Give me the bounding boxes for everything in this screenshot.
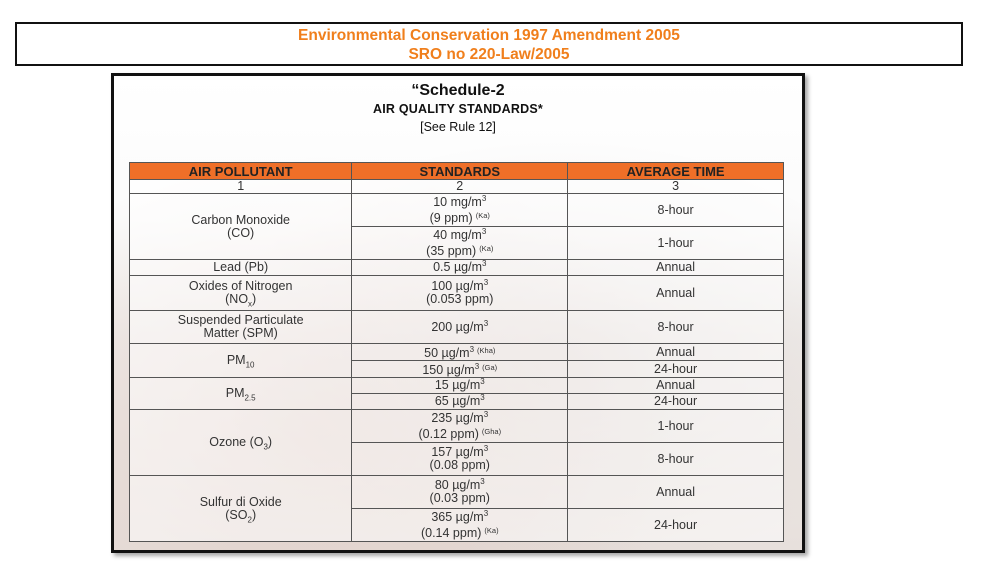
average-time: 1-hour [568, 410, 784, 443]
average-time: 24-hour [568, 509, 784, 542]
banner-title: Environmental Conservation 1997 Amendment 2005 [298, 27, 680, 44]
banner-sro: SRO no 220-Law/2005 [408, 46, 570, 63]
standard-value: 157 $\mu g/m^3$ (0.08 ppm) [352, 443, 568, 476]
header-standards: STANDARDS [352, 163, 568, 180]
table-row [130, 476, 784, 509]
document-banner [15, 22, 963, 66]
pollutant-pm25: $PM_{2.5}$ [130, 378, 352, 410]
column-number-row [130, 180, 784, 194]
col-number-3: 3 [568, 180, 784, 194]
average-time: 8-hour [568, 443, 784, 476]
standard-value: 80 $\mu g/m^3$ (0.03 ppm) [352, 476, 568, 509]
average-time: Annual [568, 276, 784, 311]
air-quality-table [129, 162, 784, 542]
table-row [130, 344, 784, 361]
pollutant-nox: Oxides of Nitrogen $(NO_x)$ [130, 276, 352, 311]
pollutant-spm: Suspended Particulate Matter (SPM) [130, 311, 352, 344]
table-row [130, 311, 784, 344]
header-average-time: AVERAGE TIME [568, 163, 784, 180]
col-number-2: 2 [352, 180, 568, 194]
average-time: 8-hour [568, 194, 784, 227]
standard-value: 40 $mg/m^3$ (35 ppm) $^{(Ka)}$ [352, 227, 568, 260]
average-time: 24-hour [568, 361, 784, 378]
table-row [130, 410, 784, 443]
standard-value: 200 $\mu g/m^3$ [352, 311, 568, 344]
col-number-1: 1 [130, 180, 352, 194]
average-time: Annual [568, 344, 784, 361]
average-time: 1-hour [568, 227, 784, 260]
average-time: Annual [568, 378, 784, 394]
standard-value: 150 $\mu g/m^3$ $^{(Ga)}$ [352, 361, 568, 378]
schedule-subtitle: AIR QUALITY STANDARDS* [373, 102, 543, 116]
schedule-rule-ref: [See Rule 12] [420, 120, 496, 134]
standard-value: 0.5 $\mu g/m^3$ [352, 260, 568, 276]
table-row [130, 194, 784, 227]
average-time: Annual [568, 260, 784, 276]
table-row [130, 378, 784, 394]
pollutant-pm10: $PM_{10}$ [130, 344, 352, 378]
table-row [130, 276, 784, 311]
standard-value: 10 $mg/m^3$ (9 ppm) $^{(Ka)}$ [352, 194, 568, 227]
average-time: 24-hour [568, 394, 784, 410]
pollutant-so2: Sulfur di Oxide $(SO_2)$ [130, 476, 352, 542]
standard-value: 15 $\mu g/m^3$ [352, 378, 568, 394]
average-time: 8-hour [568, 311, 784, 344]
schedule-title: “Schedule-2 [411, 82, 505, 99]
table-row [130, 260, 784, 276]
standard-value: 50 $\mu g/m^3$ $^{(Kha)}$ [352, 344, 568, 361]
pollutant-co: Carbon Monoxide (CO) [130, 194, 352, 260]
standard-value: 100 $\mu g/m^3$ (0.053 ppm) [352, 276, 568, 311]
standard-value: 235 $\mu g/m^3$ (0.12 ppm) $^{(Gha)}$ [352, 410, 568, 443]
pollutant-ozone: Ozone $(O_3)$ [130, 410, 352, 476]
average-time: Annual [568, 476, 784, 509]
standard-value: 65 $\mu g/m^3$ [352, 394, 568, 410]
standard-value: 365 $\mu g/m^3$ (0.14 ppm) $^{(Ka)}$ [352, 509, 568, 542]
table-header-row [130, 163, 784, 180]
schedule-frame [111, 73, 805, 553]
pollutant-lead: Lead (Pb) [130, 260, 352, 276]
header-pollutant: AIR POLLUTANT [130, 163, 352, 180]
